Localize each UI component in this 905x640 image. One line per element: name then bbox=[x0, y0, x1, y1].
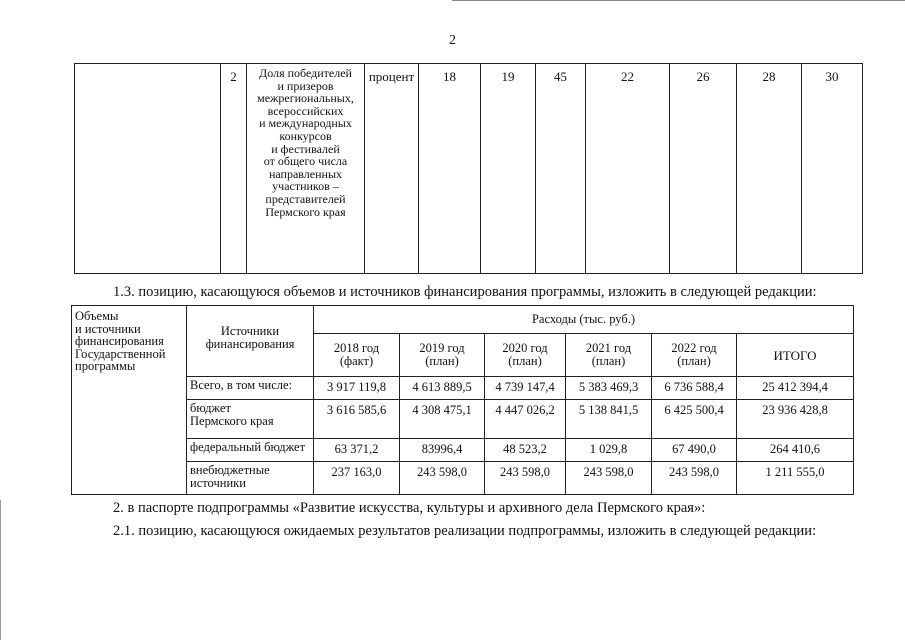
indicator-number: 2 bbox=[221, 64, 247, 274]
indicator-value: 22 bbox=[586, 64, 670, 274]
value-cell: 4 613 889,5 bbox=[400, 377, 485, 400]
page-edge-line bbox=[452, 0, 905, 1]
row-label-line: источники bbox=[190, 475, 246, 490]
indicator-value: 19 bbox=[481, 64, 536, 274]
value-cell: 25 412 394,4 bbox=[737, 377, 854, 400]
finance-label-line: Государственной bbox=[75, 346, 166, 361]
finance-label-line: Объемы bbox=[75, 309, 119, 323]
expenses-header: Расходы (тыс. руб.) bbox=[314, 306, 854, 334]
row-label bbox=[187, 462, 314, 495]
finance-label-line: программы bbox=[75, 359, 136, 373]
year-note: (факт) bbox=[339, 354, 374, 368]
row-label bbox=[187, 400, 314, 439]
value-cell: 48 523,2 bbox=[485, 439, 566, 462]
value-cell: 5 383 469,3 bbox=[566, 377, 652, 400]
indicator-name-line: и фестивалей bbox=[271, 141, 340, 156]
year-note: (план) bbox=[425, 354, 459, 368]
year-label: 2022 год bbox=[671, 341, 717, 355]
indicator-value: 28 bbox=[737, 64, 802, 274]
year-note: (план) bbox=[591, 354, 626, 368]
finance-label-line: и источники bbox=[75, 321, 141, 336]
indicator-name-line: и призеров bbox=[277, 78, 334, 93]
indicator-name-line: межрегиональных, bbox=[257, 91, 354, 106]
table-row bbox=[72, 439, 854, 462]
paragraph-2: 2. в паспорте подпрограммы «Развитие искусства, культуры и архивного дела Пермского края»: bbox=[113, 500, 706, 516]
value-cell: 6 736 588,4 bbox=[652, 377, 737, 400]
paragraph-2-1: 2.1. позицию, касающуюся ожидаемых результатов реализации подпрограммы, изложить в следующей редакции: bbox=[113, 523, 817, 539]
indicator-name-line: участников – bbox=[272, 179, 339, 194]
year-header bbox=[400, 334, 485, 377]
year-header bbox=[566, 334, 652, 377]
value-cell: 3 917 119,8 bbox=[314, 377, 400, 400]
year-label: 2021 год bbox=[585, 341, 632, 355]
indicator-name-line: конкурсов bbox=[279, 128, 332, 143]
indicator-name-line: Пермского края bbox=[265, 204, 346, 219]
value-cell: 243 598,0 bbox=[485, 462, 566, 495]
table-row bbox=[72, 377, 854, 400]
row-label-line: внебюджетные bbox=[190, 463, 270, 477]
row-label-line: Всего, в том числе: bbox=[190, 378, 293, 392]
year-label: 2018 год bbox=[333, 341, 380, 355]
indicator-value: 26 bbox=[670, 64, 737, 274]
indicator-name-line: и международных bbox=[259, 116, 352, 131]
value-cell: 4 447 026,2 bbox=[485, 400, 566, 439]
table-row bbox=[72, 400, 854, 439]
row-label-line: федеральный бюджет bbox=[190, 440, 306, 454]
value-cell: 5 138 841,5 bbox=[566, 400, 652, 439]
value-cell: 4 308 475,1 bbox=[400, 400, 485, 439]
value-cell: 67 490,0 bbox=[652, 439, 737, 462]
paragraph-1-3: 1.3. позицию, касающуюся объемов и источников финансирования программы, изложить в следующей редакции: bbox=[113, 284, 817, 300]
indicator-name bbox=[247, 64, 365, 274]
value-cell: 243 598,0 bbox=[652, 462, 737, 495]
indicator-name-line: всероссийских bbox=[267, 103, 344, 118]
page-number: 2 bbox=[449, 33, 456, 48]
value-cell: 3 616 585,6 bbox=[314, 400, 400, 439]
page-edge-line bbox=[0, 500, 1, 640]
value-cell: 4 739 147,4 bbox=[485, 377, 566, 400]
indicator-name-line: направленных bbox=[268, 166, 343, 181]
finance-label-cell bbox=[72, 306, 187, 495]
indicator-value: 45 bbox=[536, 64, 586, 274]
year-header bbox=[314, 334, 400, 377]
value-cell: 1 211 555,0 bbox=[737, 462, 854, 495]
value-cell: 6 425 500,4 bbox=[652, 400, 737, 439]
indicator-name-line: Доля победителей bbox=[259, 66, 352, 80]
value-cell: 83996,4 bbox=[400, 439, 485, 462]
row-label-line: Пермского края bbox=[190, 413, 274, 428]
table-row bbox=[72, 462, 854, 495]
sources-header-line: финансирования bbox=[205, 337, 295, 351]
row-label-line: бюджет bbox=[190, 401, 231, 415]
year-note: (план) bbox=[508, 354, 542, 368]
year-header bbox=[652, 334, 737, 377]
value-cell: 243 598,0 bbox=[566, 462, 652, 495]
empty-cell bbox=[75, 64, 221, 274]
value-cell: 23 936 428,8 bbox=[737, 400, 854, 439]
finance-table bbox=[71, 305, 854, 495]
row-label bbox=[187, 377, 314, 400]
indicator-table bbox=[74, 63, 863, 274]
value-cell: 243 598,0 bbox=[400, 462, 485, 495]
indicator-value: 18 bbox=[419, 64, 481, 274]
value-cell: 1 029,8 bbox=[566, 439, 652, 462]
year-note: (план) bbox=[677, 354, 711, 368]
value-cell: 264 410,6 bbox=[737, 439, 854, 462]
indicator-name-line: представителей bbox=[265, 191, 346, 206]
year-header bbox=[485, 334, 566, 377]
year-label: 2020 год bbox=[502, 341, 548, 355]
indicator-unit: процент bbox=[365, 64, 419, 274]
row-label bbox=[187, 439, 314, 462]
indicator-name-line: от общего числа bbox=[263, 154, 348, 169]
value-cell: 63 371,2 bbox=[314, 439, 400, 462]
sources-header bbox=[187, 306, 314, 377]
finance-label-line: финансирования bbox=[75, 334, 164, 348]
value-cell: 237 163,0 bbox=[314, 462, 400, 495]
year-label: 2019 год bbox=[419, 341, 465, 355]
indicator-value: 30 bbox=[802, 64, 863, 274]
total-header: ИТОГО bbox=[737, 334, 854, 377]
sources-header-line: Источники bbox=[220, 324, 280, 338]
